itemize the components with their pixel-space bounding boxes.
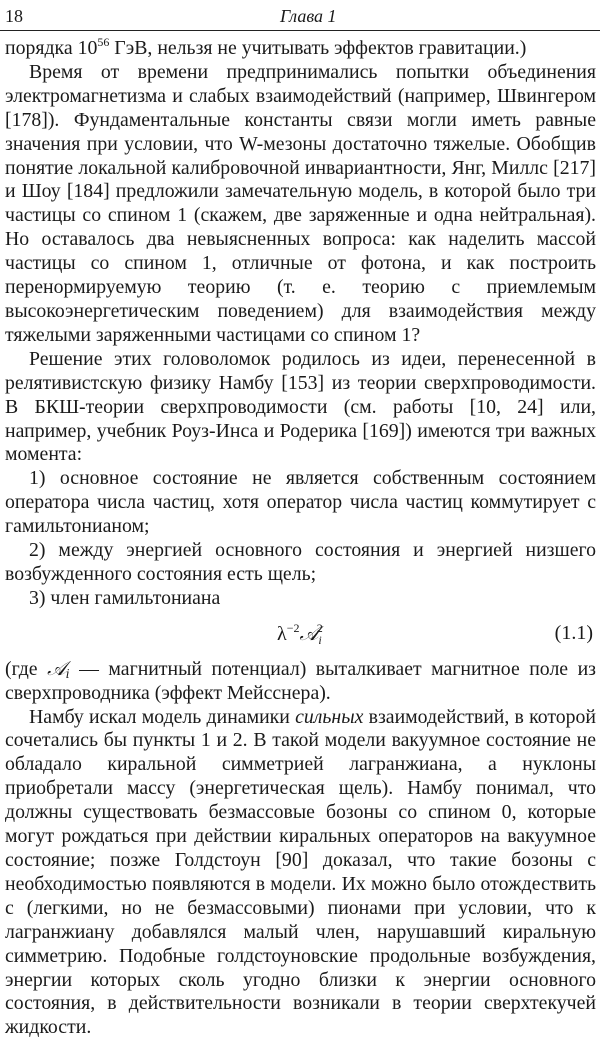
eq-exponent: −2 (286, 620, 300, 635)
list-item-3: 3) член гамильтониана (29, 586, 221, 609)
p4-text-b: — магнитный потенциал) выталкивает магнитное поле из сверхпроводника (эффект Мейсснера). (5, 657, 596, 704)
p1-text-a: порядка 10 (5, 37, 98, 59)
eq-subscript: i (318, 632, 322, 647)
equation-number: (1.1) (554, 621, 593, 644)
p4-subscript: i (65, 666, 70, 681)
equation-formula (277, 621, 323, 646)
paragraph-meissner (5, 657, 596, 706)
page-body (5, 37, 596, 1040)
eq-script-a: 𝒜 (299, 620, 319, 645)
exponent: 56 (97, 35, 110, 49)
p5-text-b: взаимодействий, в которой сочетались бы пункты 1 и 2. В такой модели вакуумное состояние не обладало киральной симметрией лагранжиана, а нуклоны приобретали массу (энергетическая щель). Намбу понимал, что должны существовать безмассовые бозоны со спином 0, которые могут рождаться при действии киральных операторов на вакуумное состояние; позже Голдстоун [90] доказал, что такие бозоны с необходимостью появляются в модели. Их можно было отождествить с (легкими, но не безмассовыми) пионами при условии, что к лагранжиану добавлялся малый член, нарушавший киральную симметрию. Подобные голдстоуновские продольные возбуждения, энергии которых сколь угодно близки к энергии основного состояния, в действительности возникали в теории сверхтекучей жидкости. (5, 705, 596, 1039)
paragraph-continuation (5, 37, 596, 61)
p4-text-a: (где (5, 657, 48, 680)
equation-1-1 (5, 611, 596, 657)
eq-lambda: λ (277, 622, 287, 645)
p4-script-a (47, 657, 70, 680)
paragraph-nambu-model (5, 706, 596, 1040)
p5-text-a: Намбу искал модель динамики (29, 705, 296, 728)
eq-square: 2 (316, 620, 323, 635)
page-header (0, 0, 600, 32)
page-number: 18 (5, 6, 23, 26)
p1-text-b: ГэВ, нельзя не учитывать эффектов гравитации.) (109, 37, 527, 59)
paragraph-nambu-idea: Решение этих головоломок родилось из идеи, перенесенной в релятивистскую физику Намбу [153] из теории сверхпроводимости. В БКШ-теории сверхпроводимости (см. работы [10, 24] или, например, учебник Роуз-Инса и Родерика [169]) имеются три важных момента: (5, 347, 596, 466)
p5-italic-word: сильных (295, 705, 364, 728)
running-head: Глава 1 (280, 6, 337, 26)
p4-script-letter: 𝒜 (47, 656, 66, 680)
list-item-2: 2) между энергией основного состояния и энергией низшего возбужденного состояния есть щель; (5, 539, 596, 585)
list-item-1: 1) основное состояние не является собственным состоянием оператора числа частиц, хотя оператор числа частиц коммутирует с гамильтонианом; (5, 467, 596, 538)
header-rule (0, 30, 600, 31)
paragraph-unification: Время от времени предпринимались попытки объединения электромагнетизма и слабых взаимодействий (например, Швингером [178]). Фундаментальные константы связи могли иметь равные значения при условии, что W-мезоны достаточно тяжелые. Обобщив понятие локальной калибровочной инвариантности, Янг, Миллс [217] и Шоу [184] предложили замечательную модель, в которой было три частицы со спином 1 (скажем, две заряженные и одна нейтральная). Но оставалось два невыясненных вопроса: как наделить массой частицы со спином 1, отличные от фотона, и как построить перенормируемую теорию (т. е. теорию с приемлемым высокоэнергетическим поведением) для взаимодействия между тяжелыми заряженными частицами со спином 1? (5, 60, 596, 346)
